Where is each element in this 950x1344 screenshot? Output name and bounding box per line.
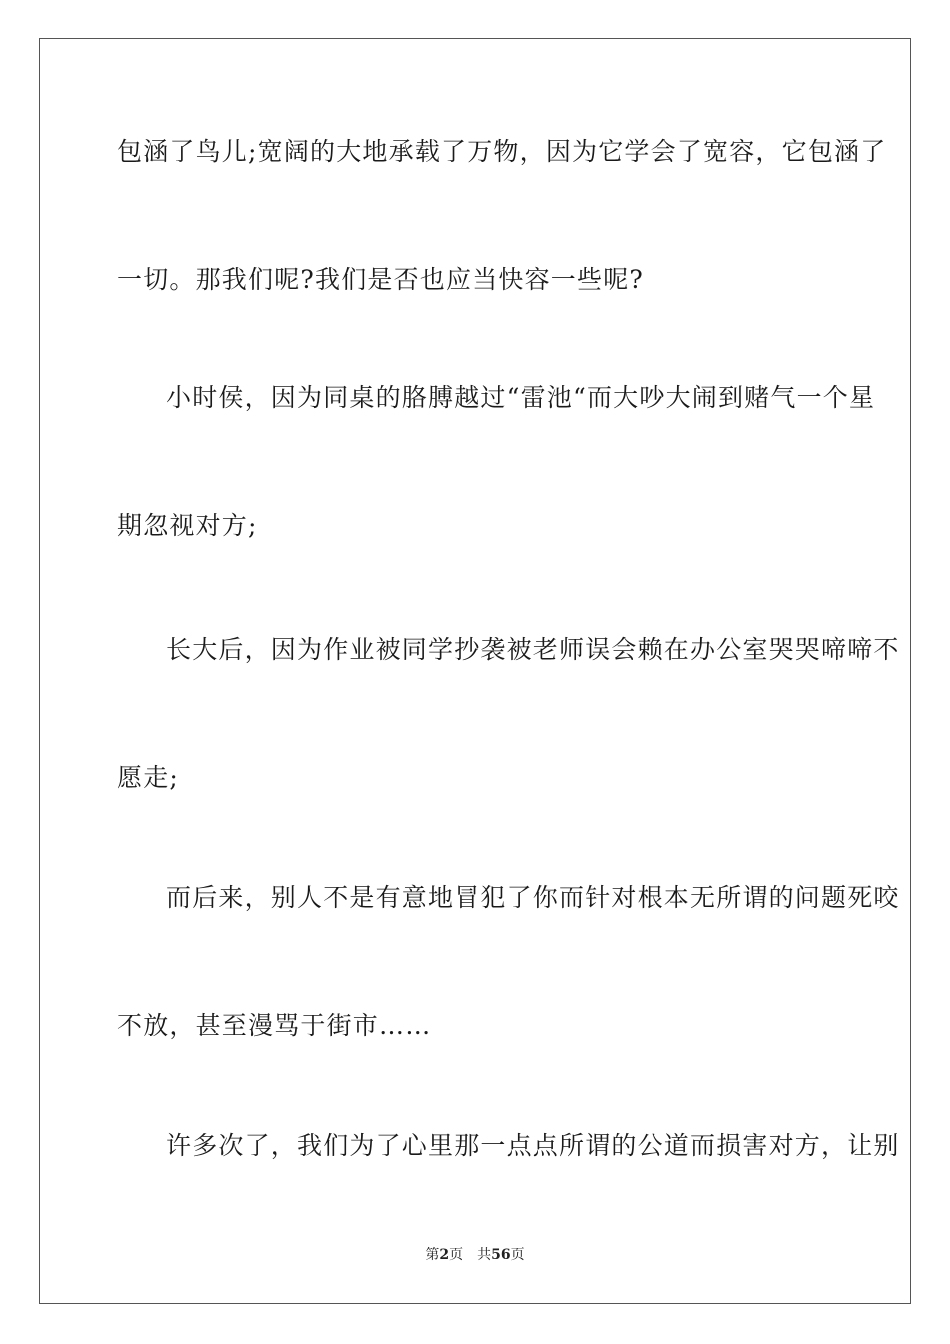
page-footer bbox=[0, 1246, 950, 1264]
page-frame bbox=[39, 38, 911, 1304]
paragraph-line: 一切。那我们呢?我们是否也应当快容一些呢? bbox=[117, 265, 645, 294]
paragraph-line: 不放，甚至漫骂于街市…… bbox=[117, 1011, 432, 1040]
total-prefix: 共 bbox=[477, 1247, 492, 1263]
page-prefix: 第 bbox=[425, 1247, 440, 1263]
paragraph-line: 长大后，因为作业被同学抄袭被老师误会赖在办公室哭哭啼啼不 bbox=[166, 635, 900, 664]
page-number: 2 bbox=[439, 1247, 450, 1263]
paragraph-line: 包涵了鸟儿;宽阔的大地承载了万物，因为它学会了宽容，它包涵了 bbox=[117, 137, 887, 166]
paragraph-line: 而后来，别人不是有意地冒犯了你而针对根本无所谓的问题死咬 bbox=[166, 883, 900, 912]
paragraph-line: 许多次了，我们为了心里那一点点所谓的公道而损害对方，让别 bbox=[166, 1131, 900, 1160]
paragraph-line: 小时侯，因为同桌的胳膊越过“雷池“而大吵大闹到赌气一个星 bbox=[166, 383, 876, 412]
total-pages: 56 bbox=[491, 1247, 511, 1263]
total-suffix: 页 bbox=[510, 1247, 525, 1263]
paragraph-line: 愿走; bbox=[117, 763, 180, 792]
page-suffix: 页 bbox=[449, 1247, 464, 1263]
paragraph-line: 期忽视对方; bbox=[117, 511, 258, 540]
